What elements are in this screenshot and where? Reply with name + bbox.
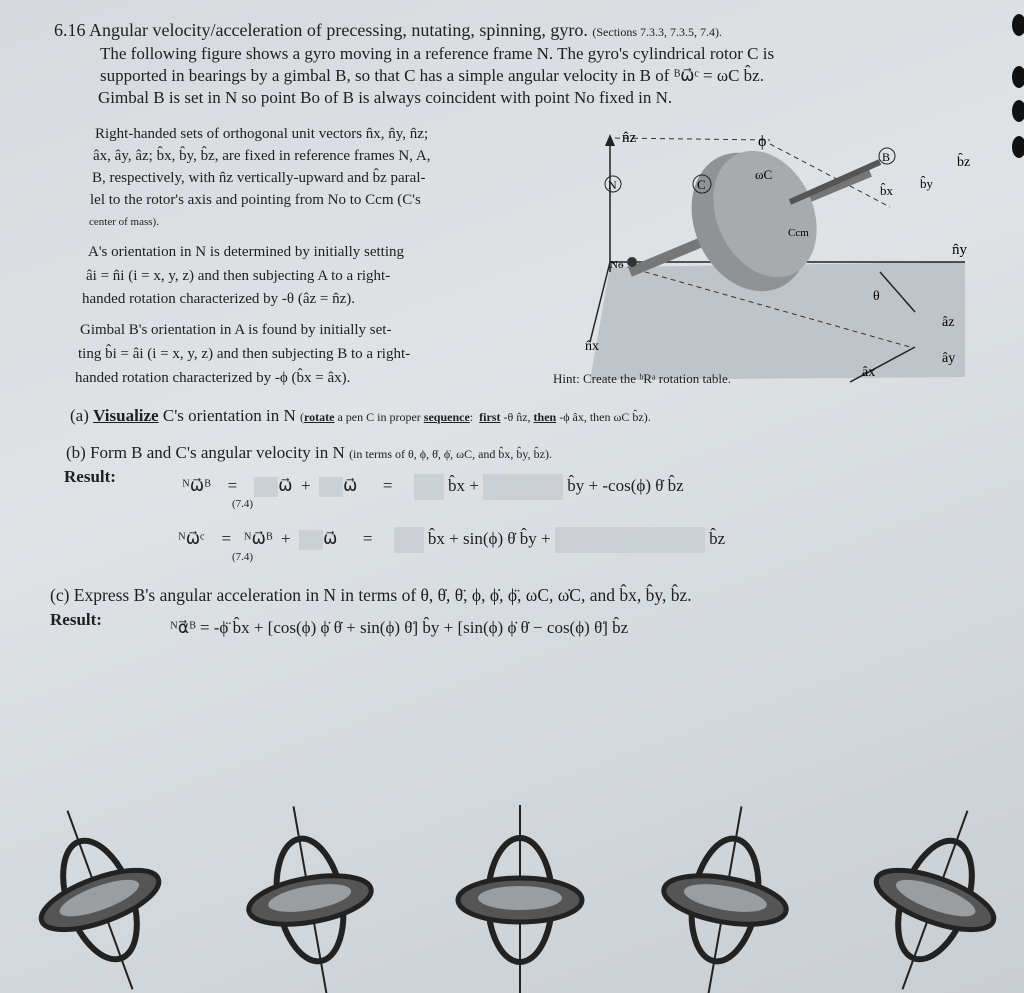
eq: = [382,475,393,495]
part-b-terms: (in terms of θ, ϕ, θ̇, ϕ̇, ωC, and b̂x, b̂y, b̂z). [349,447,552,461]
part-b [66,443,552,463]
label-phi: ϕ [758,133,767,150]
label-by: b̂y [920,176,933,191]
term: b̂x + sin(ϕ) θ̇ b̂y + [427,528,551,548]
intro-line: supported in bearings by a gimbal B, so that C has a simple angular velocity in B of ᴮω⃗ᶜ = ωC b̂z. [100,66,764,85]
term: ω⃗ [343,475,358,495]
label-bx: b̂x [880,183,893,198]
txt: a pen C in proper [337,410,421,424]
problem-header [54,20,722,41]
sections-ref: (Sections 7.3.3, 7.3.5, 7.4). [592,25,723,39]
eq: = [362,528,373,548]
gyro-drawing [232,800,387,993]
binder-hole [1012,136,1024,158]
eq-ref: (7.4) [232,498,254,510]
para3-line: handed rotation characterized by -ϕ (b̂x = âx). [75,370,351,386]
eq-alpha-b: ᴺα⃗ᴮ = -ϕ̈ b̂x + [cos(ϕ) ϕ̇ θ̇ + sin(ϕ) θ̈] b̂y + [sin(ϕ) ϕ̇ θ̇ − cos(ϕ) θ̈] b̂z [170,618,629,637]
part-b-label: (b) Form B and C's angular velocity in N [66,443,345,462]
label-ny: n̂y [952,242,967,258]
txt: : [469,410,474,424]
label-ay: ây [942,351,956,366]
binder-hole [1012,14,1024,36]
nz-arrow-icon [605,134,615,146]
term: + -cos(ϕ) θ̇ b̂z [588,475,684,495]
result-label-c: Result: [50,610,102,629]
lhs: ᴺω⃗ᴮ [182,475,211,495]
gyro-drawing [647,800,802,993]
intro-line: The following figure shows a gyro moving in a reference frame N. The gyro's cylindrical rotor C is [100,44,775,63]
term: b̂x + [447,475,479,495]
binder-hole [1012,100,1024,122]
eq-omega-c [178,527,725,553]
term: ᴺω⃗ᴮ [243,528,273,548]
label-az: âz [942,315,955,330]
lhs: ᴺω⃗ᶜ [178,528,205,548]
sequence-word: sequence [423,410,470,424]
point-No [627,257,637,267]
rotate-word: rotate [304,410,335,424]
problem-number: 6.16 [54,20,86,40]
precession-arc [615,138,770,140]
visualize-word: Visualize [93,406,159,425]
txt: -ϕ âx, then ωC b̂z). [559,410,651,424]
para1-line: lel to the rotor's axis and pointing from No to Ccm (C's [90,192,421,208]
gyro-illustrations [0,800,1024,993]
problem-title: Angular velocity/acceleration of precessing, nutating, spinning, gyro. [89,20,588,40]
term: ω⃗ [323,528,338,548]
label-wc: ωC [755,167,773,182]
para3-line: Gimbal B's orientation in A is found by initially set- [80,322,392,338]
label-bz: b̂z [957,155,971,170]
first-word: first [479,410,501,424]
eq-omega-b [182,474,684,500]
label-nz: n̂z [622,130,637,146]
plus: + [301,475,311,495]
part-a-text: C's orientation in N [162,406,296,425]
para1-line: center of mass). [89,216,159,228]
eq: = [221,528,232,548]
para2-line: A's orientation in N is determined by initially setting [88,244,404,260]
label-theta: θ [873,289,880,304]
label-C: C [697,177,706,192]
part-c-label: (c) Express B's angular acceleration in N in terms of θ, θ̇, θ̈, ϕ, ϕ̇, ϕ̈, ωC, ω̇C, and b̂x, b̂y, b̂z. [50,585,692,605]
figure-hint: Hint: Create the ᵇRᵃ rotation table. [553,371,731,386]
label-B: B [882,150,891,164]
para1-line: âx, ây, âz; b̂x, b̂y, b̂z, are fixed in reference frames N, A, [93,148,431,164]
binder-hole [1012,66,1024,88]
label-nx: n̂x [585,339,599,354]
para2-line: handed rotation characterized by -θ (âz = n̂z). [82,291,356,307]
txt: ( [300,410,305,424]
part-a-label: (a) [70,406,89,425]
then-word: then [533,410,557,424]
txt: -θ n̂z, [503,410,531,424]
gyro-drawing [844,800,1024,993]
para3-line: ting b̂i = âi (i = x, y, z) and then subjecting B to a right- [78,346,411,362]
intro-line: Gimbal B is set in N so point Bo of B is always coincident with point No fixed in N. [98,88,673,107]
para1-line: Right-handed sets of orthogonal unit vectors n̂x, n̂y, n̂z; [95,126,429,142]
gyro-drawing [458,805,582,993]
part-a [70,406,651,426]
label-ccm: Ccm [788,227,809,239]
gyro-figure [570,112,990,397]
label-ax: âx [862,365,876,380]
eq: = [227,475,238,495]
term: b̂z [709,528,726,548]
plus: + [280,528,291,548]
eq-ref: (7.4) [232,551,254,563]
para2-line: âi = n̂i (i = x, y, z) and then subjecting A to a right- [86,268,391,284]
label-No: No [610,259,624,271]
term: b̂y [567,475,585,495]
label-N: N [608,178,617,192]
result-label-b: Result: [64,467,116,486]
para1-line: B, respectively, with n̂z vertically-upward and b̂z paral- [92,170,426,186]
rotor-axle [790,162,880,202]
term: ω⃗ [278,475,293,495]
gyro-drawing [9,800,191,993]
